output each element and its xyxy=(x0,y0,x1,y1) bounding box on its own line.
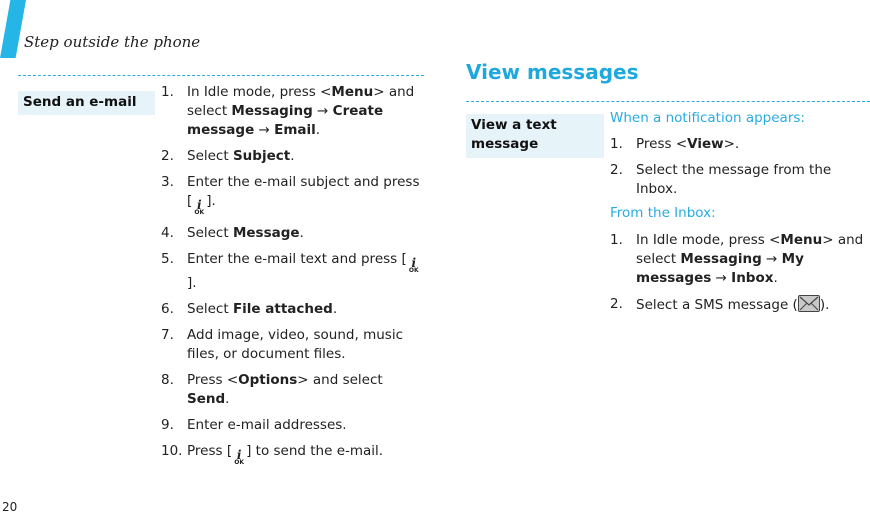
list-item: 8. Press <Options> and select Send. xyxy=(161,372,383,407)
list-item: 7. Add image, video, sound, music files, or document files. xyxy=(161,327,403,362)
header-accent-bar xyxy=(0,0,26,58)
list-item: 2. Select a SMS message ( ). xyxy=(610,296,830,313)
list-item: 2. Select the message from the Inbox. xyxy=(610,162,832,197)
notification-note: When a notification appears: xyxy=(610,110,805,126)
list-item: 5. Enter the e-mail text and press [ i OK ]. xyxy=(161,250,427,294)
list-item: 1. In Idle mode, press <Menu> and select Messaging → Create message → Email. xyxy=(161,84,415,138)
label-view-text-message: View a text message xyxy=(466,114,604,158)
divider-left xyxy=(18,75,424,76)
list-item: 1. Press <View>. xyxy=(610,136,740,152)
ok-key-icon: i OK xyxy=(234,448,244,466)
divider-right xyxy=(466,101,870,102)
section-heading: View messages xyxy=(466,60,639,84)
list-item: 3. Enter the e-mail subject and press [ i OK ]. xyxy=(161,174,420,216)
header-title: Step outside the phone xyxy=(24,33,201,51)
list-item: 4. Select Message. xyxy=(161,224,304,241)
list-item: 2. Select Subject. xyxy=(161,148,295,164)
send-email-steps xyxy=(161,83,427,474)
inbox-note: From the Inbox: xyxy=(610,205,716,221)
page-number: 20 xyxy=(2,500,18,514)
label-send-email: Send an e-mail xyxy=(18,91,155,115)
envelope-icon xyxy=(798,295,820,312)
ok-key-icon: i OK xyxy=(408,255,419,274)
list-item: 9. Enter e-mail addresses. xyxy=(161,417,347,433)
inbox-steps xyxy=(610,231,870,322)
list-item: 1. In Idle mode, press <Menu> and select Messaging → My messages → Inbox. xyxy=(610,232,864,286)
notification-steps xyxy=(610,135,870,206)
list-item: 6. Select File attached. xyxy=(161,301,338,317)
list-item: 10. Press [ i OK ] to send the e-mail. xyxy=(161,443,384,466)
ok-key-icon: i OK xyxy=(194,198,205,216)
